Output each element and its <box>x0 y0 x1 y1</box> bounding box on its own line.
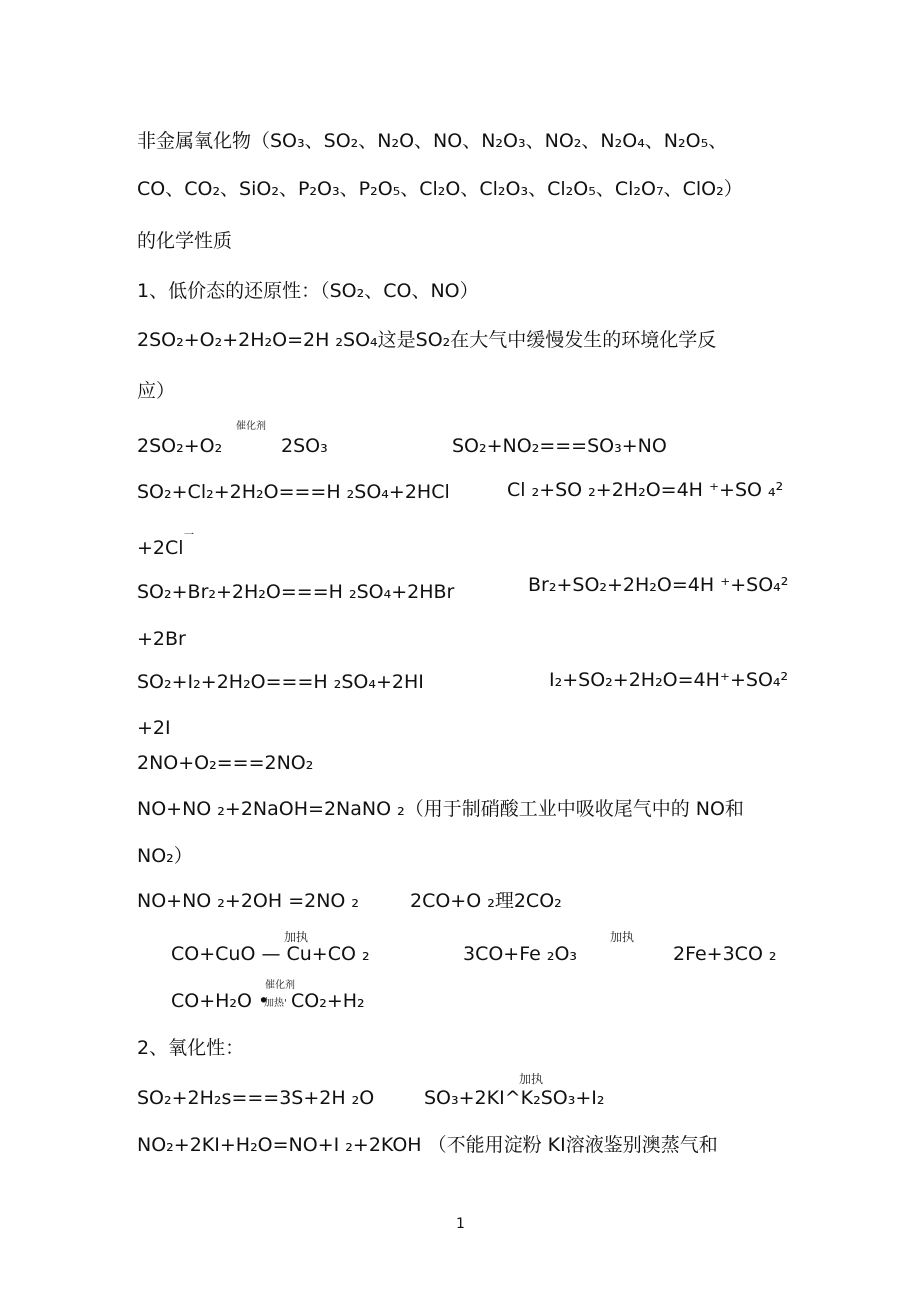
ionic-equation-br2-so2: Br₂+SO₂+2H₂O=4H ⁺+SO₄² <box>528 574 789 596</box>
equation-so2-o2-left: 2SO₂+O₂ <box>137 435 223 457</box>
equation-no2-ki: NO₂+2KI+H₂O=NO+I ₂+2KOH （不能用淀粉 KI溶液鉴别澳蒸气和 <box>137 1134 718 1156</box>
equation-so2-air-line-1: 2SO₂+O₂+2H₂O=2H ₂SO₄这是SO₂在大气中缓慢发生的环境化学反 <box>137 329 717 351</box>
equation-co-h2o-right: CO₂+H₂ <box>291 990 365 1012</box>
ionic-equation-i2-so2-continued: +2I <box>137 717 171 739</box>
equation-no-oh: NO+NO ₂+2OH =2NO ₂ <box>137 890 360 912</box>
ionic-equation-cl2-so2-continued: +2Cl <box>137 537 184 559</box>
equation-fe2o3-left: 3CO+Fe ₂O₃ <box>463 943 578 965</box>
condition-heat-label: 加热' <box>264 998 287 1009</box>
condition-heat-label: 加执 <box>284 930 309 944</box>
ionic-equation-cl2-so2: Cl ₂+SO ₂+2H₂O=4H ⁺+SO ₄² <box>507 479 784 501</box>
condition-catalyst-label: 催化剂 <box>265 980 295 991</box>
section-2-heading: 2、氧化性： <box>137 1037 245 1059</box>
equation-so2-o2-right: 2SO₃ <box>281 435 328 457</box>
equation-so2-no2: SO₂+NO₂===SO₃+NO <box>452 435 667 457</box>
ionic-equation-i2-so2: I₂+SO₂+2H₂O=4H⁺+SO₄² <box>549 669 789 691</box>
title-line-3: 的化学性质 <box>137 230 233 252</box>
equation-so2-air-line-2: 应） <box>137 380 176 402</box>
equation-so2-br2: SO₂+Br₂+2H₂O===H ₂SO₄+2HBr <box>137 581 455 603</box>
section-1-heading: 1、低价态的还原性：（SO₂、CO、NO） <box>137 280 479 302</box>
equation-so2-i2: SO₂+I₂+2H₂O===H ₂SO₄+2HI <box>137 671 424 693</box>
equation-co-cuo: CO+CuO — Cu+CO ₂ <box>171 943 370 965</box>
page-number: 1 <box>456 1216 465 1232</box>
condition-heat-label: 加执 <box>610 930 635 944</box>
equation-fe2o3-right: 2Fe+3CO ₂ <box>673 943 777 965</box>
title-line-2: CO、CO₂、SiO₂、P₂O₃、P₂O₅、Cl₂O、Cl₂O₃、Cl₂O₅、Cl₂O₇、ClO₂） <box>137 178 743 200</box>
charge-mark: 一 <box>184 530 194 541</box>
equation-naoh-line-2: NO₂） <box>137 845 193 867</box>
equation-so3-ki: SO₃+2KI^K₂SO₃+I₂ <box>424 1087 605 1109</box>
title-line-1: 非金属氧化物（SO₃、SO₂、N₂O、NO、N₂O₃、NO₂、N₂O₄、N₂O₅、 <box>137 130 728 152</box>
condition-catalyst-label: 催化剂 <box>236 421 266 432</box>
equation-so2-cl2: SO₂+Cl₂+2H₂O===H ₂SO₄+2HCl <box>137 481 450 503</box>
ionic-equation-br2-so2-continued: +2Br <box>137 628 186 650</box>
equation-so2-h2s: SO₂+2H₂s===3S+2H ₂O <box>137 1087 375 1109</box>
equation-co-h2o-left: CO+H₂O • <box>171 990 270 1012</box>
equation-naoh-line-1: NO+NO ₂+2NaOH=2NaNO ₂（用于制硝酸工业中吸收尾气中的 NO和 <box>137 798 744 820</box>
condition-heat-label: 加执 <box>519 1072 544 1086</box>
equation-co-o2: 2CO+O ₂理2CO₂ <box>410 890 562 912</box>
equation-no-o2: 2NO+O₂===2NO₂ <box>137 752 314 774</box>
